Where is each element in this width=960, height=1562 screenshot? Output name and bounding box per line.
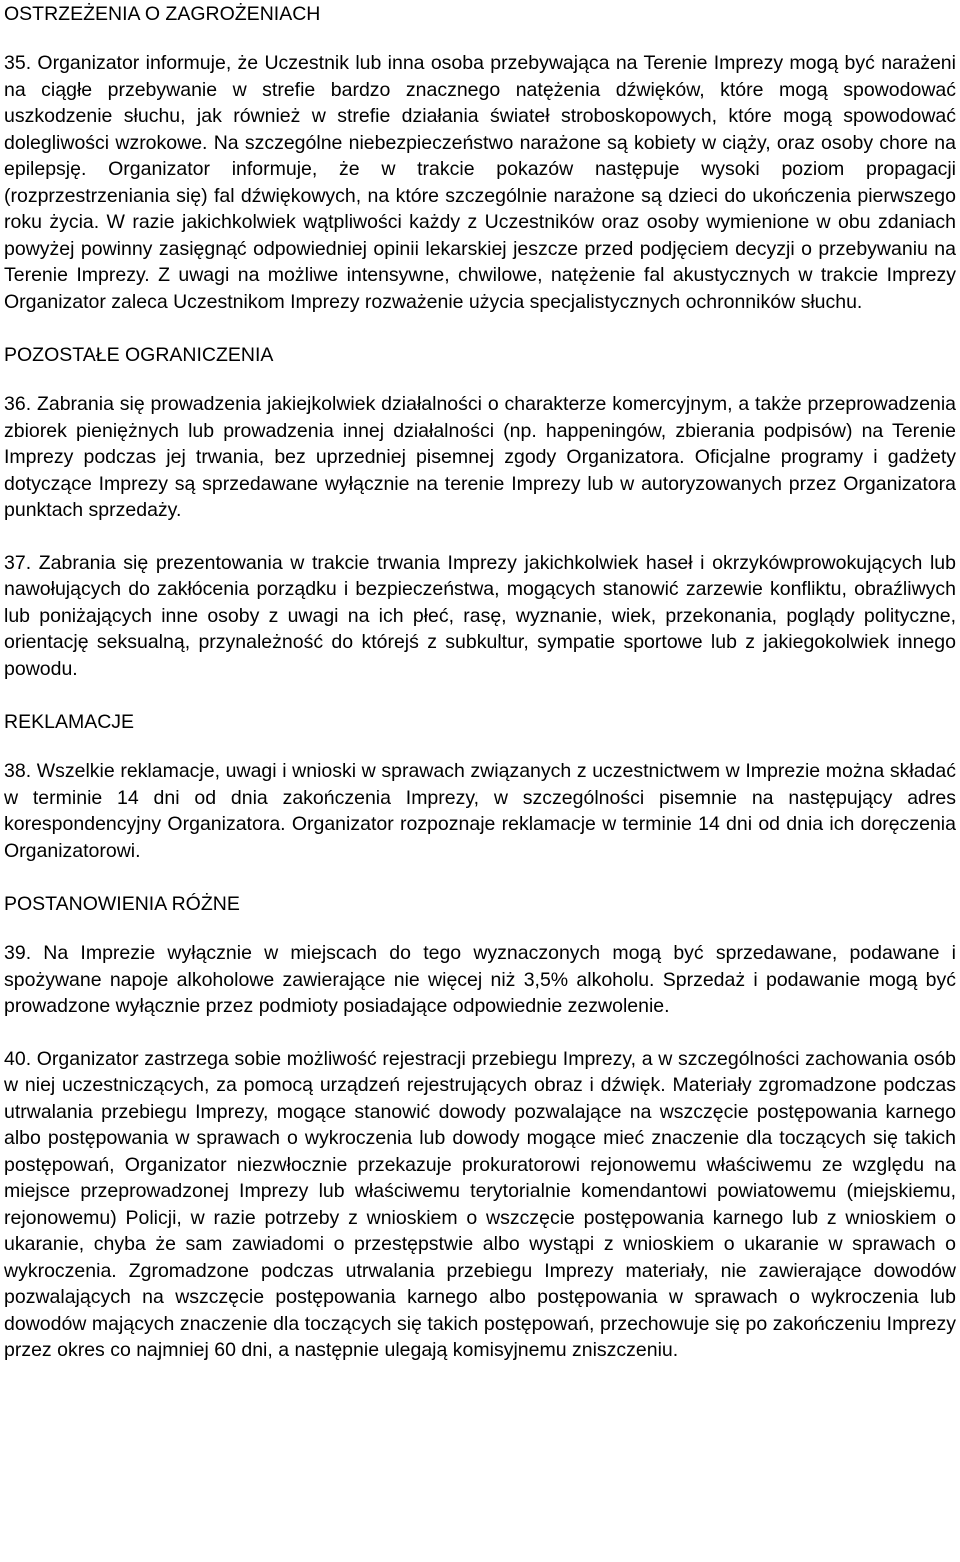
spacer	[4, 735, 956, 758]
spacer	[4, 524, 956, 550]
paragraph-39: 39. Na Imprezie wyłącznie w miejscach do tego wyznaczonych mogą być sprzedawane, podawane i spożywane napoje alkoholowe zawierające nie więcej niż 3,5% alkoholu. Sprzedaż i podawanie mogą być prowadzone wyłącznie przez podmioty posiadające odpowiednie zezwolenie.	[4, 942, 956, 1017]
paragraph-38: 38. Wszelkie reklamacje, uwagi i wnioski w sprawach związanych z uczestnictwem w Imprezie można składać w terminie 14 dni od dnia zakończenia Imprezy, w szczególności pisemnie na następujący adres korespondencyjny Organizatora. Organizator rozpoznaje reklamacje w terminie 14 dni od dnia ich doręczenia Organizatorowi.	[4, 760, 956, 862]
section-heading-other-limits: POZOSTAŁE OGRANICZENIA	[4, 344, 274, 366]
spacer	[4, 368, 956, 391]
spacer	[4, 682, 956, 709]
spacer	[4, 1020, 956, 1046]
spacer	[4, 917, 956, 940]
spacer	[4, 27, 956, 50]
paragraph-35: 35. Organizator informuje, że Uczestnik lub inna osoba przebywająca na Terenie Imprezy mogą być narażeni na ciągłe przebywanie w strefie bardzo znacznego natężenia dźwięków, które mogą spowodować uszkodzenie słuchu, jak również w strefie działania świateł stroboskopowych, które mogą spowodować dolegliwości wzrokowe. Na szczególne niebezpieczeństwo narażone są kobiety w ciąży, oraz osoby chore na epilepsję. Organizator informuje, że w trakcie pokazów następuje wysoki poziom propagacji (rozprzestrzeniania się) fal dźwiękowych, na które szczególnie narażone są dzieci do ukończenia pierwszego roku życia. W razie jakichkolwiek wątpliwości każdy z Uczestników oraz osoby wymienione w obu zdaniach powyżej powinny zasięgnąć odpowiedniej opinii lekarskiej jeszcze przed podjęciem decyzji o przebywaniu na Terenie Imprezy. Z uwagi na możliwe intensywne, chwilowe, natężenie fal akustycznych w trakcie Imprezy Organizator zaleca Uczestnikom Imprezy rozważenie użycia specjalistycznych ochronników słuchu.	[4, 52, 956, 313]
regulations-page	[4, 0, 956, 1364]
paragraph-37: 37. Zabrania się prezentowania w trakcie trwania Imprezy jakichkolwiek haseł i okrzykówprowokujących lub nawołujących do zakłócenia porządku i bezpieczeństwa, mogących stanowić zarzewie konfliktu, obraźliwych lub poniżających inne osoby z uwagi na ich płeć, rasę, wyznanie, wiek, przekonania, poglądy polityczne, orientację seksualną, przynależność do którejś z subkultur, sympatie sportowe lub z jakiegokolwiek innego powodu.	[4, 551, 956, 680]
spacer	[4, 864, 956, 891]
spacer	[4, 315, 956, 342]
paragraph-40: 40. Organizator zastrzega sobie możliwość rejestracji przebiegu Imprezy, a w szczególności zachowania osób w niej uczestniczących, za pomocą urządzeń rejestrujących obraz i dźwięk. Materiały zgromadzone podczas utrwalania przebiegu Imprezy, mogące stanowić dowody pozwalające na wszczęcie postępowania karnego albo postępowania w sprawach o wykroczenia lub dowody mogące mieć znaczenie dla toczących się takich postępowań, Organizator niezwłocznie przekazuje prokuratorowi rejonowemu właściwemu ze względu na miejsce przeprowadzonej Imprezy lub właściwemu terytorialnie komendantowi powiatowemu (miejskiemu, rejonowemu) Policji, w razie potrzeby z wnioskiem o wszczęcie postępowania karnego lub z wnioskiem o ukaranie, chyba że sam zawiadomi o przestępstwie albo wystąpi z wnioskiem o ukaranie w sprawach o wykroczenia. Zgromadzone podczas utrwalania przebiegu Imprezy materiały, nie zawierające dowodów pozwalających na wszczęcie postępowania karnego albo postępowania w sprawach o wykroczenia lub dowodów mających znaczenie dla toczących się takich postępowań, przechowuje się po zakończeniu Imprezy przez okres co najmniej 60 dni, a następnie ulegają komisyjnemu zniszczeniu.	[4, 1047, 956, 1361]
section-heading-complaints: REKLAMACJE	[4, 711, 135, 733]
paragraph-36: 36. Zabrania się prowadzenia jakiejkolwiek działalności o charakterze komercyjnym, a także przeprowadzenia zbiorek pieniężnych lub prowadzenia innej działalności (np. happeningów, zbierania podpisów) na Terenie Imprezy podczas jej trwania, bez uprzedniej pisemnej zgody Organizatora. Oficjalne programy i gadżety dotyczące Imprezy są sprzedawane wyłącznie na terenie Imprezy lub w autoryzowanych przez Organizatora punktach sprzedaży.	[4, 393, 956, 521]
section-heading-hazards: OSTRZEŻENIA O ZAGROŻENIACH	[4, 3, 321, 25]
section-heading-misc: POSTANOWIENIA RÓŻNE	[4, 893, 240, 915]
